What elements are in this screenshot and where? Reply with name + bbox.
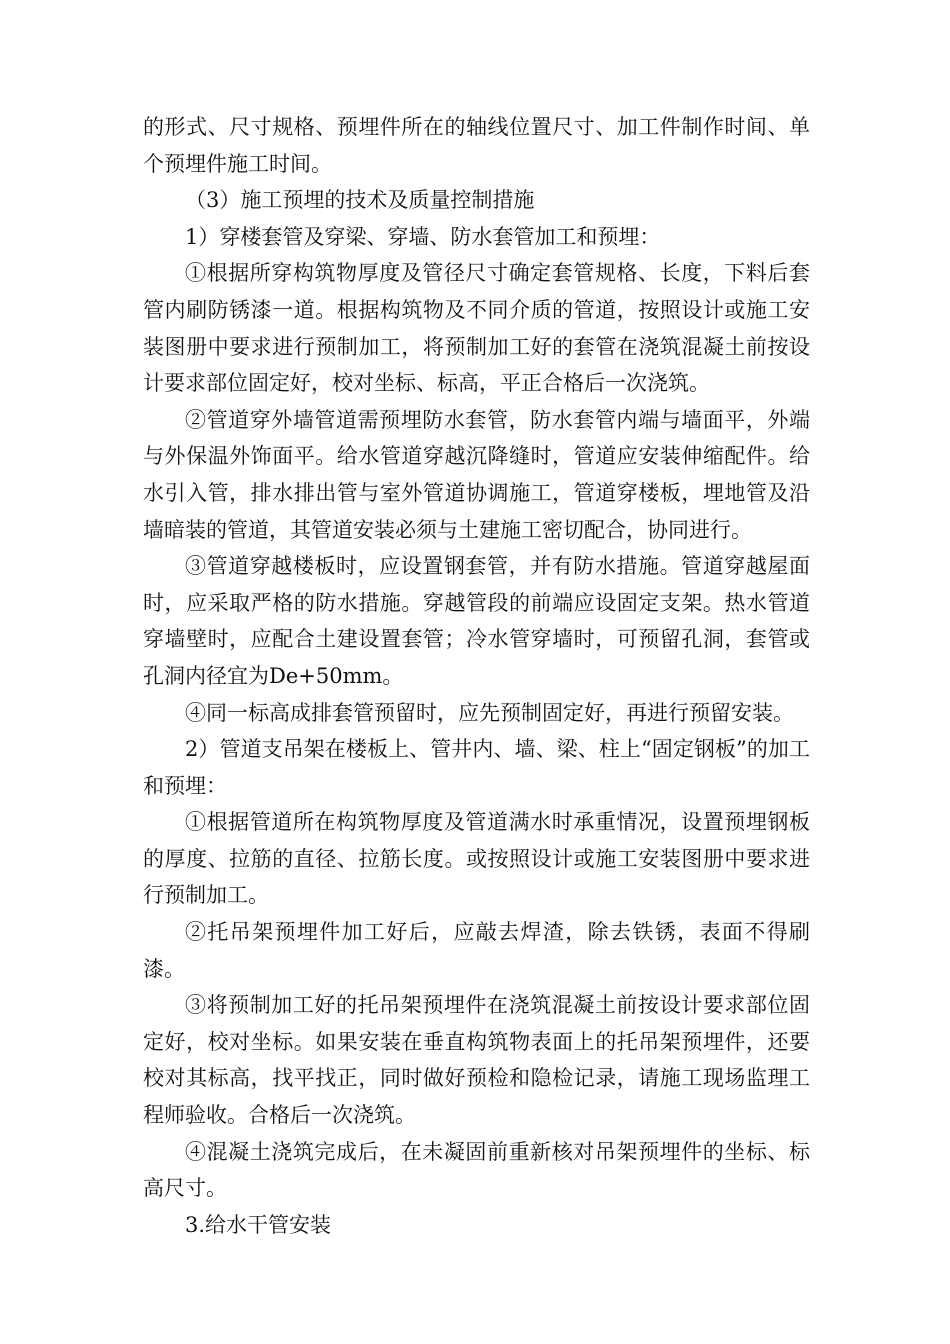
paragraph-item-2-3: ③将预制加工好的托吊架预埋件在浇筑混凝土前按设计要求部位固定好，校对坐标。如果安装在垂直构筑物表面上的托吊架预埋件，还要校对其标高，找平找正，同时做好预检和隐检记录，请施工现场监理工程师验收。合格后一次浇筑。 [143,993,810,1128]
section-heading-3: （3）施工预埋的技术及质量控制措施 [185,188,535,213]
paragraph-item-2-2: ②托吊架预埋件加工好后，应敲去焊渣，除去铁锈，表面不得刷漆。 [143,920,810,981]
paragraph-item-1-1: ①根据所穿构筑物厚度及管径尺寸确定套管规格、长度，下料后套管内刷防锈漆一道。根据构筑物及不同介质的管道，按照设计或施工安装图册中要求进行预制加工，将预制加工好的套管在浇筑混凝土前按设计要求部位固定好，校对坐标、标高，平正合格后一次浇筑。 [143,261,810,396]
document-body [143,109,810,1243]
paragraph-continuation: 的形式、尺寸规格、预埋件所在的轴线位置尺寸、加工件制作时间、单个预埋件施工时间。 [143,115,810,176]
paragraph-item-2-1: ①根据管道所在构筑物厚度及管道满水时承重情况，设置预埋钢板的厚度、拉筋的直径、拉筋长度。或按照设计或施工安装图册中要求进行预制加工。 [143,810,810,908]
paragraph-item-1-4: ④同一标高成排套管预留时，应先预制固定好，再进行预留安装。 [185,700,794,725]
paragraph-item-1-3: ③管道穿越楼板时，应设置钢套管，并有防水措施。管道穿越屋面时，应采取严格的防水措施。穿越管段的前端应设固定支架。热水管道穿墙壁时，应配合土建设置套管；冷水管穿墙时，可预留孔洞，套管或孔洞内径宜为De+50mm。 [143,554,810,688]
subsection-heading-2: 2）管道支吊架在楼板上、管井内、墙、梁、柱上“固定钢板”的加工和预埋： [143,737,810,798]
paragraph-item-1-2: ②管道穿外墙管道需预埋防水套管，防水套管内端与墙面平，外端与外保温外饰面平。给水管道穿越沉降缝时，管道应安装伸缩配件。给水引入管，排水排出管与室外管道协调施工，管道穿楼板，埋地管及沿墙暗装的管道，其管道安装必须与土建施工密切配合，协同进行。 [143,407,810,542]
section-heading-water-supply: 3.给水干管安装 [185,1212,332,1237]
paragraph-item-2-4: ④混凝土浇筑完成后，在未凝固前重新核对吊架预埋件的坐标、标高尺寸。 [143,1139,810,1201]
subsection-heading-1: 1）穿楼套管及穿梁、穿墙、防水套管加工和预埋： [185,224,661,249]
